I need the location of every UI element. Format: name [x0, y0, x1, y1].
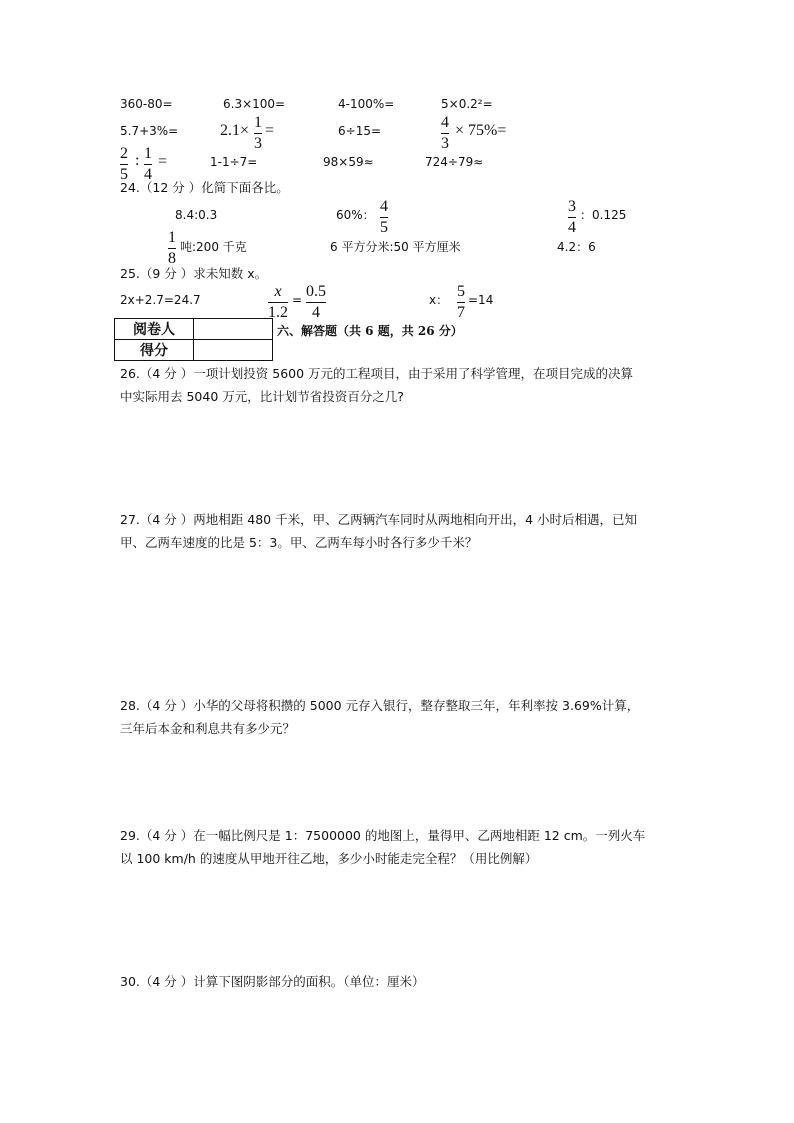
- problem-line: 29.（4 分 ）在一幅比例尺是 1：7500000 的地图上，量得甲、乙两地相距 12 cm。一列火车: [120, 828, 646, 843]
- ratio-item-part: ：0.125: [580, 208, 627, 222]
- calc-item-part: × 75%=: [455, 122, 507, 139]
- ratio-item: 6 平方分米:50 平方厘米: [330, 240, 461, 254]
- denominator: 5: [120, 166, 128, 183]
- denominator: 4: [144, 166, 152, 183]
- equals-sign: =: [292, 293, 303, 307]
- fraction: [254, 115, 262, 152]
- calc-item-part: 2.1×: [220, 122, 250, 139]
- fraction: [457, 284, 465, 321]
- problem-line: 27.（4 分 ）两地相距 480 千米，甲、乙两辆汽车同时从两地相向开出，4 小时后相遇，已知: [120, 512, 638, 527]
- denominator: 7: [457, 304, 465, 321]
- reviewer-cell[interactable]: [194, 319, 273, 340]
- ratio-item: 4.2：6: [557, 240, 596, 254]
- denominator: 8: [168, 250, 176, 267]
- fraction: [568, 199, 576, 236]
- denominator: 4: [312, 304, 320, 321]
- calc-item: 1-1÷7=: [210, 155, 258, 169]
- calc-item: 6.3×100=: [223, 97, 286, 111]
- denominator: 3: [254, 135, 262, 152]
- numerator: 3: [568, 198, 576, 215]
- denominator: 4: [568, 219, 576, 236]
- score-cell[interactable]: [194, 340, 273, 361]
- ratio-sign: :: [135, 152, 140, 169]
- question-title: 25.（9 分 ）求未知数 x。: [120, 266, 268, 281]
- problem-line: 26.（4 分 ）一项计划投资 5600 万元的工程项目，由于采用了科学管理，在项目完成的决算: [120, 366, 634, 381]
- numerator: 0.5: [306, 283, 326, 300]
- fraction: [306, 284, 326, 321]
- numerator: 4: [441, 114, 449, 131]
- fraction: [441, 115, 449, 152]
- score-label: 得分: [115, 340, 194, 361]
- ratio-item-part: 60%：: [336, 208, 375, 222]
- numerator: 1: [144, 145, 152, 162]
- reviewer-label: 阅卷人: [115, 319, 194, 340]
- problem-line: 甲、乙两车速度的比是 5：3。甲、乙两车每小时各行多少千米？: [120, 535, 478, 550]
- fraction: [168, 230, 176, 267]
- numerator: 1: [168, 229, 176, 246]
- problem-line: 中实际用去 5040 万元，比计划节省投资百分之几?: [120, 389, 404, 404]
- equation-part: x：: [429, 293, 449, 307]
- problem-line: 三年后本金和利息共有多少元？: [120, 721, 296, 736]
- numerator: 4: [380, 198, 388, 215]
- equation: 2x+2.7=24.7: [120, 293, 201, 307]
- equals-sign: =: [158, 153, 168, 170]
- numerator: x: [274, 283, 282, 300]
- calc-item: 5×0.2²=: [441, 97, 493, 111]
- fraction: [144, 146, 152, 183]
- numerator: 1: [254, 114, 262, 131]
- numerator: 2: [120, 145, 128, 162]
- calc-item: 6÷15=: [338, 124, 382, 138]
- fraction: [268, 284, 288, 321]
- denominator: 3: [441, 135, 449, 152]
- fraction: [380, 199, 388, 236]
- calc-item: 98×59≈: [323, 155, 374, 169]
- equals-sign: =: [265, 122, 275, 139]
- calc-item: 5.7+3%=: [120, 124, 179, 138]
- grader-table: [114, 318, 273, 361]
- denominator: 1.2: [268, 304, 288, 321]
- calc-item: 360-80=: [120, 97, 173, 111]
- numerator: 5: [457, 283, 465, 300]
- problem-line: 以 100 km/h 的速度从甲地开往乙地，多少小时能走完全程？（用比例解）: [120, 851, 538, 866]
- ratio-item-part: 吨:200 千克: [180, 240, 247, 254]
- ratio-item: 8.4:0.3: [175, 208, 218, 222]
- equation-part: =14: [468, 293, 494, 307]
- calc-item: 4-100%=: [338, 97, 395, 111]
- problem-line: 30.（4 分 ）计算下图阴影部分的面积。（单位：厘米）: [120, 974, 425, 989]
- fraction: [120, 146, 128, 183]
- problem-line: 28.（4 分 ）小华的父母将积攒的 5000 元存入银行，整存整取三年，年利率按 3.69%计算，: [120, 698, 640, 713]
- section-heading: 六、解答题（共 6 题，共 26 分）: [277, 324, 463, 338]
- calc-item: 724÷79≈: [425, 155, 484, 169]
- denominator: 5: [380, 219, 388, 236]
- question-title: 24.（12 分 ）化简下面各比。: [120, 180, 289, 195]
